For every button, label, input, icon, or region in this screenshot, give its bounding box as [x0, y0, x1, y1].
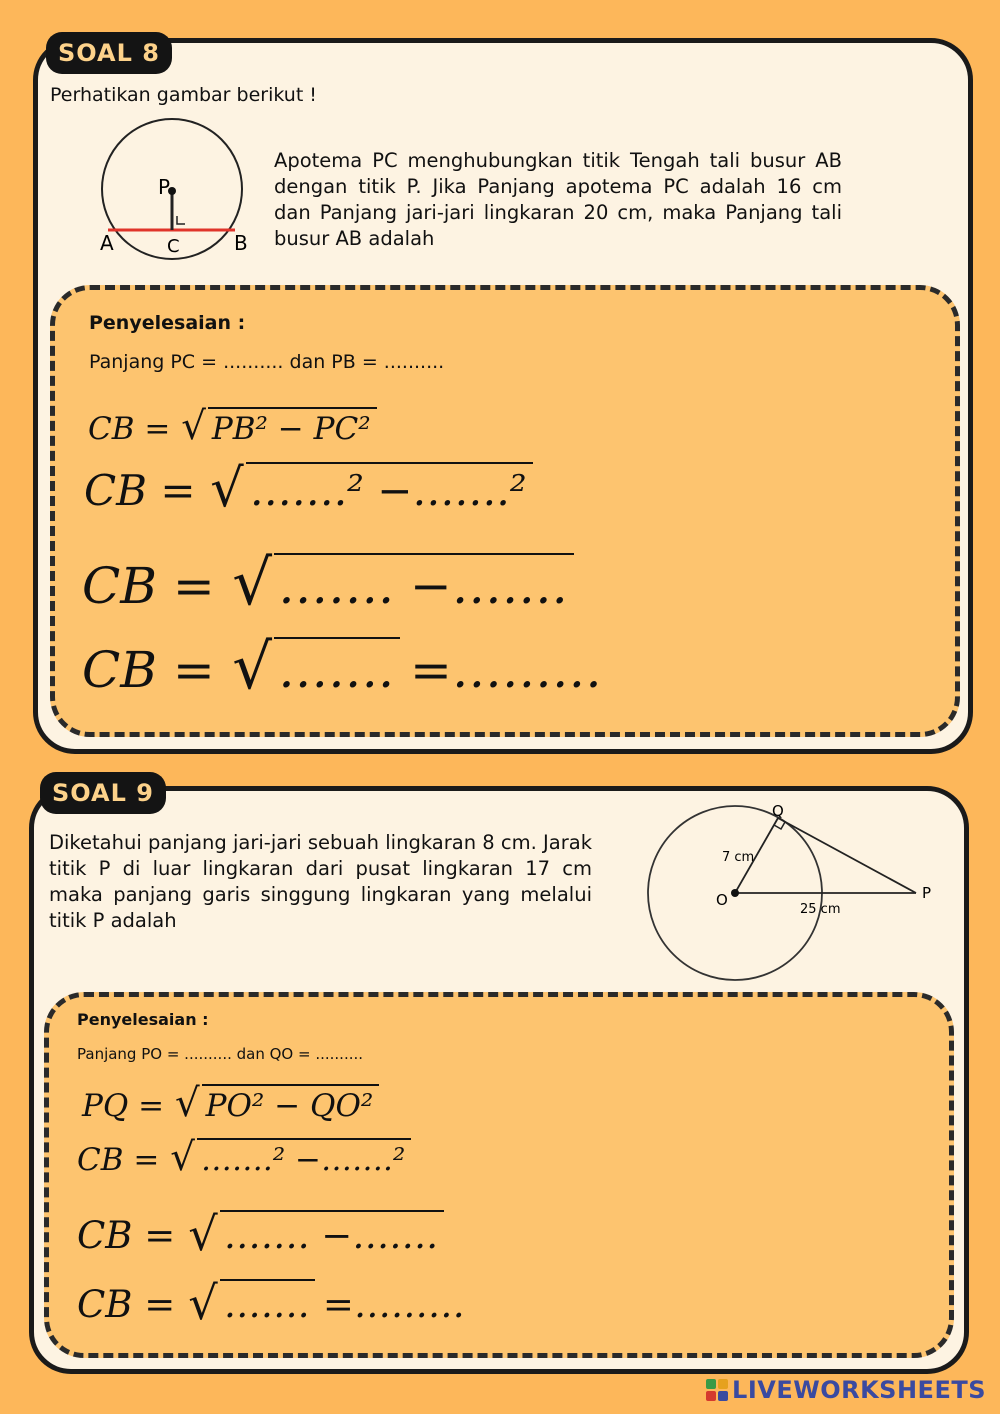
soal-9-question: Diketahui panjang jari-jari sebuah lingkaran 8 cm. Jarak titik P di luar lingkaran dari pusat lingkaran 17 cm maka panjang garis singgung lingkaran yang melalui titik P adalah	[49, 831, 592, 932]
math-radicand: ……. −…….	[220, 1210, 444, 1257]
label-op-distance: 25 cm	[800, 902, 841, 917]
math-lhs: CB =	[88, 411, 171, 447]
soal-9-step-3	[77, 1275, 465, 1330]
sqrt-icon: √	[232, 546, 273, 619]
sqrt-icon: √	[188, 1206, 218, 1261]
soal-9-badge: SOAL 9	[40, 772, 166, 814]
soal-8-badge: SOAL 8	[46, 32, 172, 74]
label-p: P	[158, 175, 171, 199]
brand-name: LIVEWORKSHEETS	[732, 1376, 986, 1404]
math-lhs: CB =	[82, 640, 215, 699]
math-radicand: …….² −…….²	[246, 462, 533, 515]
sqrt-icon: √	[232, 630, 273, 703]
soal-9-given: Panjang PO = .......... dan QO = ..........	[77, 1045, 364, 1063]
soal-8-step-1	[84, 457, 533, 519]
math-radicand: PO² − QO²	[202, 1084, 380, 1124]
label-radius: 7 cm	[722, 850, 755, 865]
math-lhs: CB =	[82, 556, 215, 615]
label-a: A	[100, 231, 114, 255]
math-lhs: CB =	[77, 1214, 176, 1257]
soal-8-step-3	[82, 630, 602, 703]
math-lhs: CB =	[77, 1283, 176, 1326]
liveworksheets-mark-icon	[706, 1379, 728, 1401]
soal-9-step-2	[77, 1206, 444, 1261]
math-lhs: CB =	[77, 1142, 160, 1178]
soal-8-circle-figure	[88, 118, 268, 268]
math-lhs: CB =	[84, 466, 196, 515]
soal-9-tangent-figure	[640, 800, 940, 985]
soal-9-solution-title: Penyelesaian :	[77, 1010, 209, 1029]
soal-9-formula	[82, 1081, 379, 1127]
soal-8-step-2	[82, 546, 574, 619]
math-result: =………	[322, 1283, 465, 1326]
label-p: P	[922, 884, 932, 902]
soal-8-question: Apotema PC menghubungkan titik Tengah tali busur AB dengan titik P. Jika Panjang apotema PC adalah 16 cm dan Panjang jari-jari lingkaran 20 cm, maka Panjang tali busur AB adalah	[274, 149, 842, 250]
soal-8-solution-title: Penyelesaian :	[89, 312, 246, 334]
math-radicand: …….	[220, 1279, 316, 1326]
soal-8-intro: Perhatikan gambar berikut !	[50, 84, 317, 106]
liveworksheets-logo[interactable]	[706, 1376, 986, 1404]
math-radicand: PB² − PC²	[208, 407, 377, 447]
label-c: C	[167, 236, 180, 257]
label-o: O	[716, 891, 728, 909]
label-q: Q	[772, 802, 784, 820]
sqrt-icon: √	[210, 457, 244, 519]
math-result: =………	[410, 640, 602, 699]
math-lhs: PQ =	[82, 1088, 165, 1124]
soal-9-step-1	[77, 1135, 411, 1181]
sqrt-icon: √	[170, 1135, 195, 1181]
soal-8-given: Panjang PC = .......... dan PB = ..........	[89, 351, 445, 373]
math-radicand: …….² −…….²	[197, 1138, 411, 1178]
math-radicand: …….	[274, 637, 400, 699]
label-b: B	[234, 231, 248, 255]
soal-8-formula	[88, 404, 377, 450]
sqrt-icon: √	[174, 1081, 200, 1127]
math-radicand: ……. −…….	[274, 553, 574, 615]
sqrt-icon: √	[188, 1275, 218, 1330]
sqrt-icon: √	[181, 404, 206, 450]
